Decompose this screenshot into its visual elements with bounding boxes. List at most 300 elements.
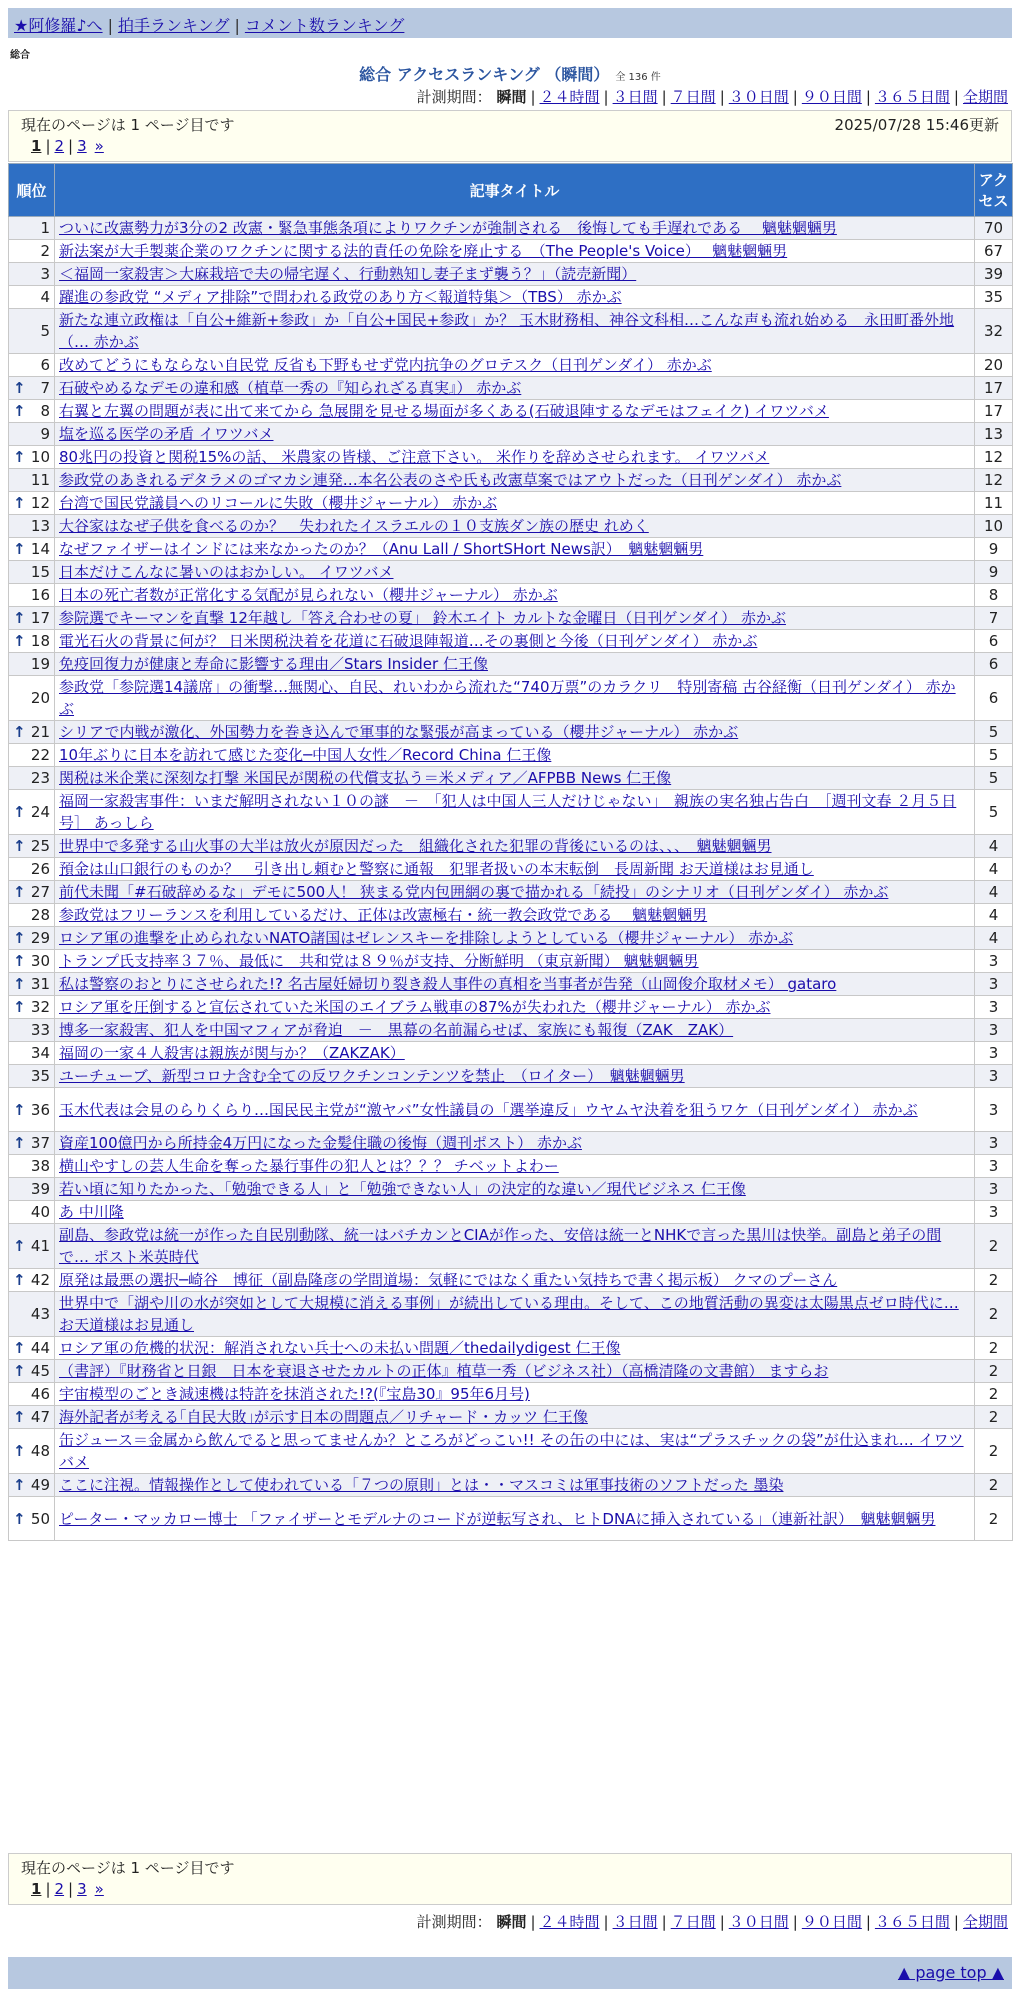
pagination-bottom [8,1853,1012,1905]
table-row [9,744,1013,767]
access-count: 12 [975,446,1013,469]
table-row [9,676,1013,721]
rank-cell [9,446,55,469]
table-row [9,653,1013,676]
article-link[interactable]: 塩を巡る医学の矛盾 イワツバメ [59,425,274,443]
table-row [9,858,1013,881]
article-link[interactable]: 参政党のあきれるデタラメのゴマカシ連発…本名公表のさや氏も改憲草案ではアウトだった（日刊ゲンダイ） 赤かぶ [59,471,842,489]
table-row [9,721,1013,744]
title-cell [55,1497,975,1541]
rank-number: 43 [30,1305,50,1323]
rank-cell [9,950,55,973]
table-row [9,538,1013,561]
article-link[interactable]: ＜福岡一家殺害＞大麻栽培で夫の帰宅遅く、行動熟知し妻子まず襲う？」（読売新聞） [59,265,637,283]
rank-up-arrow-icon: ↑ [13,540,26,558]
updated-timestamp: 2025/07/28 15:46更新 [834,116,999,134]
title-cell [55,653,975,676]
rank-number: 35 [30,1067,50,1085]
article-link[interactable]: 新法案が大手製薬企業のワクチンに関する法的責任の免除を廃止する （The People's Voice） 魑魅魍魎男 [59,242,788,260]
rank-up-arrow-icon: ↑ [13,494,26,512]
access-count: 2 [975,1224,1013,1269]
article-link[interactable]: ユーチューブ、新型コロナ含む全ての反ワクチンコンテンツを禁止 （ロイター） 魑魅魍魎男 [59,1067,685,1085]
access-count: 2 [975,1292,1013,1337]
link-clap-ranking[interactable]: 拍手ランキング [117,16,230,35]
rank-number: 15 [30,563,50,581]
total-count: 全 136 件 [615,72,661,83]
article-link[interactable]: あ 中川隆 [59,1203,124,1221]
access-count: 3 [975,1088,1013,1132]
rank-cell [9,263,55,286]
rank-cell [9,721,55,744]
article-link[interactable]: 福岡一家殺害事件：いまだ解明されない１０の謎 － 「犯人は中国人三人だけじゃない」 親族の実名独占告白 ［週刊文春 ２月５日号］ あっしら [59,792,957,832]
nav-separator: | [234,16,240,35]
rank-up-arrow-icon: ↑ [13,1476,26,1494]
table-row [9,309,1013,354]
access-count: 4 [975,927,1013,950]
table-row [9,217,1013,240]
period-option-365d[interactable]: ３６５日間 [874,88,950,106]
access-count: 3 [975,1178,1013,1201]
rank-cell [9,881,55,904]
article-link[interactable]: 世界中で多発する山火事の大半は放火が原因だった 組織化された犯罪の背後にいるのは、、、 魑魅魍魎男 [59,837,772,855]
rank-up-arrow-icon: ↑ [13,883,26,901]
title-cell [55,1474,975,1497]
period-option-90d[interactable]: ９０日間 [801,1913,862,1931]
access-count: 70 [975,217,1013,240]
title-cell [55,676,975,721]
article-link[interactable]: シリアで内戦が激化、外国勢力を巻き込んで軍事的な緊張が高まっている（櫻井ジャーナル） 赤かぶ [59,723,739,741]
access-count: 10 [975,515,1013,538]
period-option-all[interactable]: 全期間 [962,88,1008,106]
rank-cell [9,354,55,377]
title-cell [55,1383,975,1406]
rank-cell [9,1224,55,1269]
ranking-table [8,163,1013,1541]
rank-up-arrow-icon: ↑ [13,975,26,993]
table-row [9,492,1013,515]
title-cell [55,1088,975,1132]
access-count: 9 [975,538,1013,561]
table-row [9,1383,1013,1406]
period-current: 瞬間 [496,88,527,106]
period-option-365d[interactable]: ３６５日間 [874,1913,950,1931]
table-row [9,1155,1013,1178]
title-cell [55,240,975,263]
title-cell [55,584,975,607]
article-link[interactable]: 若い頃に知りたかった、「勉強できる人」と「勉強できない人」の決定的な違い／現代ビジネス 仁王像 [59,1180,746,1198]
access-count: 67 [975,240,1013,263]
period-option-3d[interactable]: ３日間 [612,88,658,106]
rank-number: 3 [40,265,50,283]
article-link[interactable]: 横山やすしの芸人生命を奪った暴行事件の犯人とは？？？ チベットよわー [59,1157,559,1175]
rank-cell [9,676,55,721]
table-row [9,973,1013,996]
rank-cell [9,1429,55,1474]
period-option-30d[interactable]: ３０日間 [728,88,789,106]
access-count: 4 [975,858,1013,881]
table-row [9,927,1013,950]
rank-up-arrow-icon: ↑ [13,1134,26,1152]
table-row [9,561,1013,584]
access-count: 2 [975,1429,1013,1474]
table-row [9,881,1013,904]
table-row [9,835,1013,858]
rank-number: 6 [40,356,50,374]
access-count: 39 [975,263,1013,286]
rank-number: 21 [30,723,50,741]
title-cell [55,1065,975,1088]
period-current: 瞬間 [496,1913,527,1931]
title-cell [55,1360,975,1383]
rank-cell [9,423,55,446]
rank-cell [9,469,55,492]
article-link[interactable]: （書評）『財務省と日銀 日本を衰退させたカルトの正体』植草一秀（ビジネス社）（高橋清隆の文書館） ますらお [59,1362,829,1380]
access-count: 2 [975,1360,1013,1383]
rank-cell [9,927,55,950]
access-count: 11 [975,492,1013,515]
table-row [9,400,1013,423]
access-count: 6 [975,676,1013,721]
title-cell [55,973,975,996]
access-count: 3 [975,1132,1013,1155]
rank-up-arrow-icon: ↑ [13,632,26,650]
access-count: 3 [975,973,1013,996]
article-link[interactable]: 右翼と左翼の問題が表に出て来てから 急展開を見せる場面が多くある(石破退陣するなデモはフェイク) イワツバメ [59,402,829,420]
current-page: 1 [31,137,42,155]
title-cell [55,1292,975,1337]
article-link[interactable]: 躍進の参政党 “メディア排除”で問われる政党のあり方＜報道特集＞（TBS） 赤かぶ [59,288,622,306]
article-link[interactable]: 台湾で国民党議員へのリコールに失敗（櫻井ジャーナル） 赤かぶ [59,494,498,512]
page-status: 現在のページは 1 ページ目です [21,1859,235,1877]
rank-number: 8 [40,402,50,420]
title-cell [55,1132,975,1155]
period-option-90d[interactable]: ９０日間 [801,88,862,106]
rank-number: 14 [30,540,50,558]
table-row [9,1042,1013,1065]
article-link[interactable]: 預金は山口銀行のものか？ 引き出し頼むと警察に通報 犯罪者扱いの本末転倒 長周新聞 お天道様はお見通し [59,860,814,878]
rank-cell [9,904,55,927]
article-link[interactable]: 私は警察のおとりにさせられた!? 名古屋妊婦切り裂き殺人事件の真相を当事者が告発（山岡俊介取材メモ） gataro [59,975,837,993]
section-label: 総合 [10,50,30,61]
article-link[interactable]: 缶ジュース＝金属から飲んでると思ってませんか？ところがどっこい!! その缶の中には、実は“プラスチックの袋”が仕込まれ… イワツバメ [59,1431,964,1471]
page-link-3[interactable]: 3 [77,137,87,155]
rank-cell [9,377,55,400]
article-link[interactable]: 副島、参政党は統一が作った自民別動隊、統一はバチカンとCIAが作った、安倍は統一とNHKで言った黒川は快挙。副島と弟子の間で… ポスト米英時代 [59,1226,942,1266]
period-option-3d[interactable]: ３日間 [612,1913,658,1931]
article-link[interactable]: 改めてどうにもならない自民党 反省も下野もせず党内抗争のグロテスク（日刊ゲンダイ） 赤かぶ [59,356,712,374]
table-row [9,630,1013,653]
article-link[interactable]: トランプ氏支持率３７％、最低に 共和党は８９％が支持、分断鮮明 （東京新聞） 魑魅魍魎男 [59,952,699,970]
rank-up-arrow-icon: ↑ [13,723,26,741]
access-count: 3 [975,1155,1013,1178]
link-comment-ranking[interactable]: コメント数ランキング [244,16,405,35]
article-link[interactable]: 宇宙模型のごとき減速機は特許を抹消された!?(『宝島30』95年6月号) [59,1385,530,1403]
rank-cell [9,1337,55,1360]
nav-separator: | [107,16,113,35]
title-cell [55,996,975,1019]
article-link[interactable]: 免疫回復力が健康と寿命に影響する理由／Stars Insider 仁王像 [59,655,488,673]
table-row [9,1178,1013,1201]
rank-number: 38 [30,1157,50,1175]
title-cell [55,309,975,354]
access-count: 32 [975,309,1013,354]
title-cell [55,469,975,492]
article-link[interactable]: 博多一家殺害、犯人を中国マフィアが脅迫 － 黒幕の名前漏らせば、家族にも報復（ZAK ZAK） [59,1021,734,1039]
rank-cell [9,538,55,561]
rank-up-arrow-icon: ↑ [13,448,26,466]
access-count: 2 [975,1406,1013,1429]
table-row [9,996,1013,1019]
article-link[interactable]: 関税は米企業に深刻な打撃 米国民が関税の代償支払う＝米メディア／AFPBB News 仁王像 [59,769,672,787]
article-link[interactable]: 10年ぶりに日本を訪れて感じた変化─中国人女性／Record China 仁王像 [59,746,552,764]
rank-number: 42 [30,1271,50,1289]
rank-cell [9,309,55,354]
article-link[interactable]: ロシア軍の進撃を止められないNATO諸国はゼレンスキーを排除しようとしている（櫻井ジャーナル） 赤かぶ [59,929,794,947]
rank-cell [9,767,55,790]
article-link[interactable]: 原発は最悪の選択─崎谷 博征（副島隆彦の学問道場：気軽にではなく重たい気持ちで書く掲示板） クマのプーさん [59,1271,838,1289]
page-link-2[interactable]: 2 [54,1880,65,1898]
article-link[interactable]: 80兆円の投資と関税15%の話、 米農家の皆様、ご注意下さい。 米作りを辞めさせられます。 イワツバメ [59,448,770,466]
rank-up-arrow-icon: ↑ [13,1509,26,1528]
title-cell [55,1178,975,1201]
table-row [9,469,1013,492]
access-count: 20 [975,354,1013,377]
table-row [9,904,1013,927]
rank-cell [9,607,55,630]
table-row [9,1224,1013,1269]
table-row [9,286,1013,309]
rank-number: 1 [40,219,50,237]
next-page-link[interactable]: » [94,137,104,155]
next-page-link[interactable]: » [94,1880,104,1898]
rank-number: 2 [40,242,50,260]
title-cell [55,858,975,881]
article-link[interactable]: 資産100億円から所持金4万円になった金髪住職の後悔（週刊ポスト） 赤かぶ [59,1134,582,1152]
access-count: 17 [975,377,1013,400]
period-option-7d[interactable]: ７日間 [670,88,716,106]
rank-cell [9,973,55,996]
access-count: 3 [975,1019,1013,1042]
period-option-24h[interactable]: ２４時間 [539,88,600,106]
access-count: 2 [975,1383,1013,1406]
article-link[interactable]: 日本だけこんなに暑いのはおかしい。 イワツバメ [59,563,394,581]
article-link[interactable]: 参政党「参院選14議席」の衝撃…無関心、自民、れいわから流れた“740万票”のカラクリ 特別寄稿 古谷経衡（日刊ゲンダイ） 赤かぶ [59,678,956,718]
rank-number: 40 [30,1203,50,1221]
rank-number: 12 [30,494,50,512]
rank-number: 19 [30,655,50,673]
rank-number: 25 [30,837,50,855]
table-row [9,1201,1013,1224]
article-link[interactable]: 参政党はフリーランスを利用しているだけ、正体は改憲極右・統一教会政党である 魑魅魍魎男 [59,906,708,924]
table-row [9,1429,1013,1474]
access-count: 2 [975,1497,1013,1541]
access-count: 5 [975,744,1013,767]
rank-number: 36 [30,1100,50,1119]
table-row [9,1474,1013,1497]
rank-number: 31 [30,975,50,993]
rank-up-arrow-icon: ↑ [13,379,26,397]
table-row [9,240,1013,263]
rank-cell [9,1065,55,1088]
period-option-30d[interactable]: ３０日間 [728,1913,789,1931]
article-link[interactable]: 世界中で「湖や川の水が突如として大規模に消える事例」が続出している理由。そして、この地質活動の異変は太陽黒点ゼロ時代に… お天道様はお見通し [59,1294,959,1334]
rank-cell [9,1155,55,1178]
access-count: 8 [975,584,1013,607]
title-cell [55,1269,975,1292]
access-count: 4 [975,881,1013,904]
rank-cell [9,1019,55,1042]
article-link[interactable]: 日本の死亡者数が正常化する気配が見られない（櫻井ジャーナル） 赤かぶ [59,586,558,604]
rank-number: 50 [30,1509,50,1528]
rank-number: 18 [30,632,50,650]
link-asyura-home[interactable]: ★阿修羅♪へ [14,16,103,35]
table-row [9,950,1013,973]
rank-cell [9,790,55,835]
title-cell [55,1224,975,1269]
title-cell [55,538,975,561]
page-link-2[interactable]: 2 [54,137,65,155]
current-page: 1 [31,1880,42,1898]
article-link[interactable]: ロシア軍の危機的状況：解消されない兵士への未払い問題／thedailydigest 仁王像 [59,1339,621,1357]
article-link[interactable]: 新たな連立政権は「自公+維新+参政」か「自公+国民+参政」か？ 玉木財務相、神谷文科相…こんな声も流れ始める 永田町番外地（… 赤かぶ [59,311,955,351]
title-cell [55,446,975,469]
rank-up-arrow-icon: ↑ [13,998,26,1016]
period-label: 計測期間： [416,88,492,106]
article-link[interactable]: 前代未聞「#石破辞めるな」デモに500人！ 狭まる党内包囲網の裏で描かれる「続投」のシナリオ（日刊ゲンダイ） 赤かぶ [59,883,889,901]
title-cell [55,423,975,446]
period-selector-top: 計測期間： 瞬間 | ２４時間 | ３日間 | ７日間 | ３０日間 | ９０日間 | ３６５日間 | 全期間 [416,88,1008,106]
title-cell [55,607,975,630]
table-row [9,446,1013,469]
rank-number: 41 [30,1237,50,1255]
rank-cell [9,1360,55,1383]
rank-cell [9,835,55,858]
page-status: 現在のページは 1 ページ目です [21,116,235,134]
rank-cell [9,492,55,515]
rank-cell [9,1042,55,1065]
rank-up-arrow-icon: ↑ [13,929,26,947]
table-row [9,1292,1013,1337]
table-row [9,263,1013,286]
header-access: アクセス [975,164,1013,217]
rank-cell [9,1201,55,1224]
rank-up-arrow-icon: ↑ [13,1339,26,1357]
rank-up-arrow-icon: ↑ [13,609,26,627]
access-count: 35 [975,286,1013,309]
table-row [9,1360,1013,1383]
table-row [9,1088,1013,1132]
access-count: 12 [975,469,1013,492]
table-row [9,515,1013,538]
rank-cell [9,858,55,881]
rank-number: 27 [30,883,50,901]
rank-up-arrow-icon: ↑ [13,1100,26,1119]
article-link[interactable]: ここに注視。情報操作として使われている「７つの原則」とは・・マスコミは軍事技術のソフトだった 墨染 [59,1476,784,1494]
access-count: 3 [975,1201,1013,1224]
table-row [9,377,1013,400]
title-cell [55,263,975,286]
access-count: 5 [975,721,1013,744]
rank-up-arrow-icon: ↑ [13,837,26,855]
title-cell [55,492,975,515]
table-row [9,790,1013,835]
page-links: 1 | 2 | 3 » [31,1880,104,1898]
period-option-24h[interactable]: ２４時間 [539,1913,600,1931]
title-cell [55,377,975,400]
rank-up-arrow-icon: ↑ [13,1271,26,1289]
article-link[interactable]: 大谷家はなぜ子供を食べるのか？ 失われたイスラエルの１０支族ダン族の歴史 れめく [59,517,649,535]
rank-number: 45 [30,1362,50,1380]
table-row [9,1019,1013,1042]
article-link[interactable]: 電光石火の背景に何が？ 日米関税決着を花道に石破退陣報道…その裏側と今後（日刊ゲンダイ） 赤かぶ [59,632,758,650]
table-header-row [9,164,1013,217]
table-row [9,767,1013,790]
title-cell [55,950,975,973]
title-cell [55,217,975,240]
page-title-text: 総合 アクセスランキング （瞬間） [359,65,610,84]
article-link[interactable]: 参院選でキーマンを直撃 12年越し「答え合わせの夏」 鈴木エイト カルトな金曜日（日刊ゲンダイ） 赤かぶ [59,609,786,627]
rank-number: 44 [30,1339,50,1357]
rank-cell [9,400,55,423]
pagination-top [8,110,1012,162]
article-link[interactable]: ロシア軍を圧倒すると宣伝されていた米国のエイブラム戦車の87%が失われた（櫻井ジャーナル） 赤かぶ [59,998,771,1016]
article-link[interactable]: ピーター・マッカロー博士 「ファイザーとモデルナのコードが逆転写され、ヒトDNAに挿入されている」（連新社訳） 魑魅魍魎男 [59,1509,936,1528]
title-cell [55,630,975,653]
rank-cell [9,286,55,309]
article-link[interactable]: なぜファイザーはインドには来なかったのか？（Anu Lall / ShortSHort News訳） 魑魅魍魎男 [59,540,704,558]
rank-cell [9,1269,55,1292]
access-count: 6 [975,630,1013,653]
article-link[interactable]: 玉木代表は会見のらりくらり…国民民主党が“激ヤバ”女性議員の「選挙違反」ウヤムヤ決着を狙うワケ（日刊ゲンダイ） 赤かぶ [59,1100,918,1119]
rank-up-arrow-icon: ↑ [13,952,26,970]
rank-number: 5 [40,322,50,340]
access-count: 3 [975,1065,1013,1088]
page-title [0,62,1020,85]
rank-number: 16 [30,586,50,604]
rank-number: 33 [30,1021,50,1039]
rank-up-arrow-icon: ↑ [13,803,26,821]
title-cell [55,1337,975,1360]
rank-number: 7 [40,379,50,397]
rank-cell [9,584,55,607]
title-cell [55,286,975,309]
article-link[interactable]: 石破やめるなデモの違和感（植草一秀の『知られざる真実』） 赤かぶ [59,379,522,397]
page-links: 1 | 2 | 3 » [31,137,104,155]
bottom-nav [8,1957,1012,1989]
period-option-7d[interactable]: ７日間 [670,1913,716,1931]
rank-up-arrow-icon: ↑ [13,402,26,420]
title-cell [55,721,975,744]
rank-number: 20 [30,689,50,707]
table-row [9,1132,1013,1155]
rank-number: 30 [30,952,50,970]
header-title: 記事タイトル [55,164,975,217]
rank-number: 10 [30,448,50,466]
period-option-all[interactable]: 全期間 [962,1913,1008,1931]
article-link[interactable]: 海外記者が考える｢自民大敗｣が示す日本の問題点／リチャード・カッツ 仁王像 [59,1408,588,1426]
rank-number: 11 [30,471,50,489]
header-rank: 順位 [9,164,55,217]
page-top-link[interactable]: ▲ page top ▲ [897,1963,1004,1982]
rank-cell [9,561,55,584]
article-link[interactable]: ついに改憲勢力が3分の2 改憲・緊急事態条項によりワクチンが強制される 後悔しても手遅れである 魑魅魍魎男 [59,219,837,237]
table-row [9,1337,1013,1360]
table-row [9,584,1013,607]
access-count: 4 [975,904,1013,927]
rank-number: 24 [30,803,50,821]
page-link-3[interactable]: 3 [77,1880,87,1898]
article-link[interactable]: 福岡の一家４人殺害は親族が関与か？（ZAKZAK） [59,1044,405,1062]
